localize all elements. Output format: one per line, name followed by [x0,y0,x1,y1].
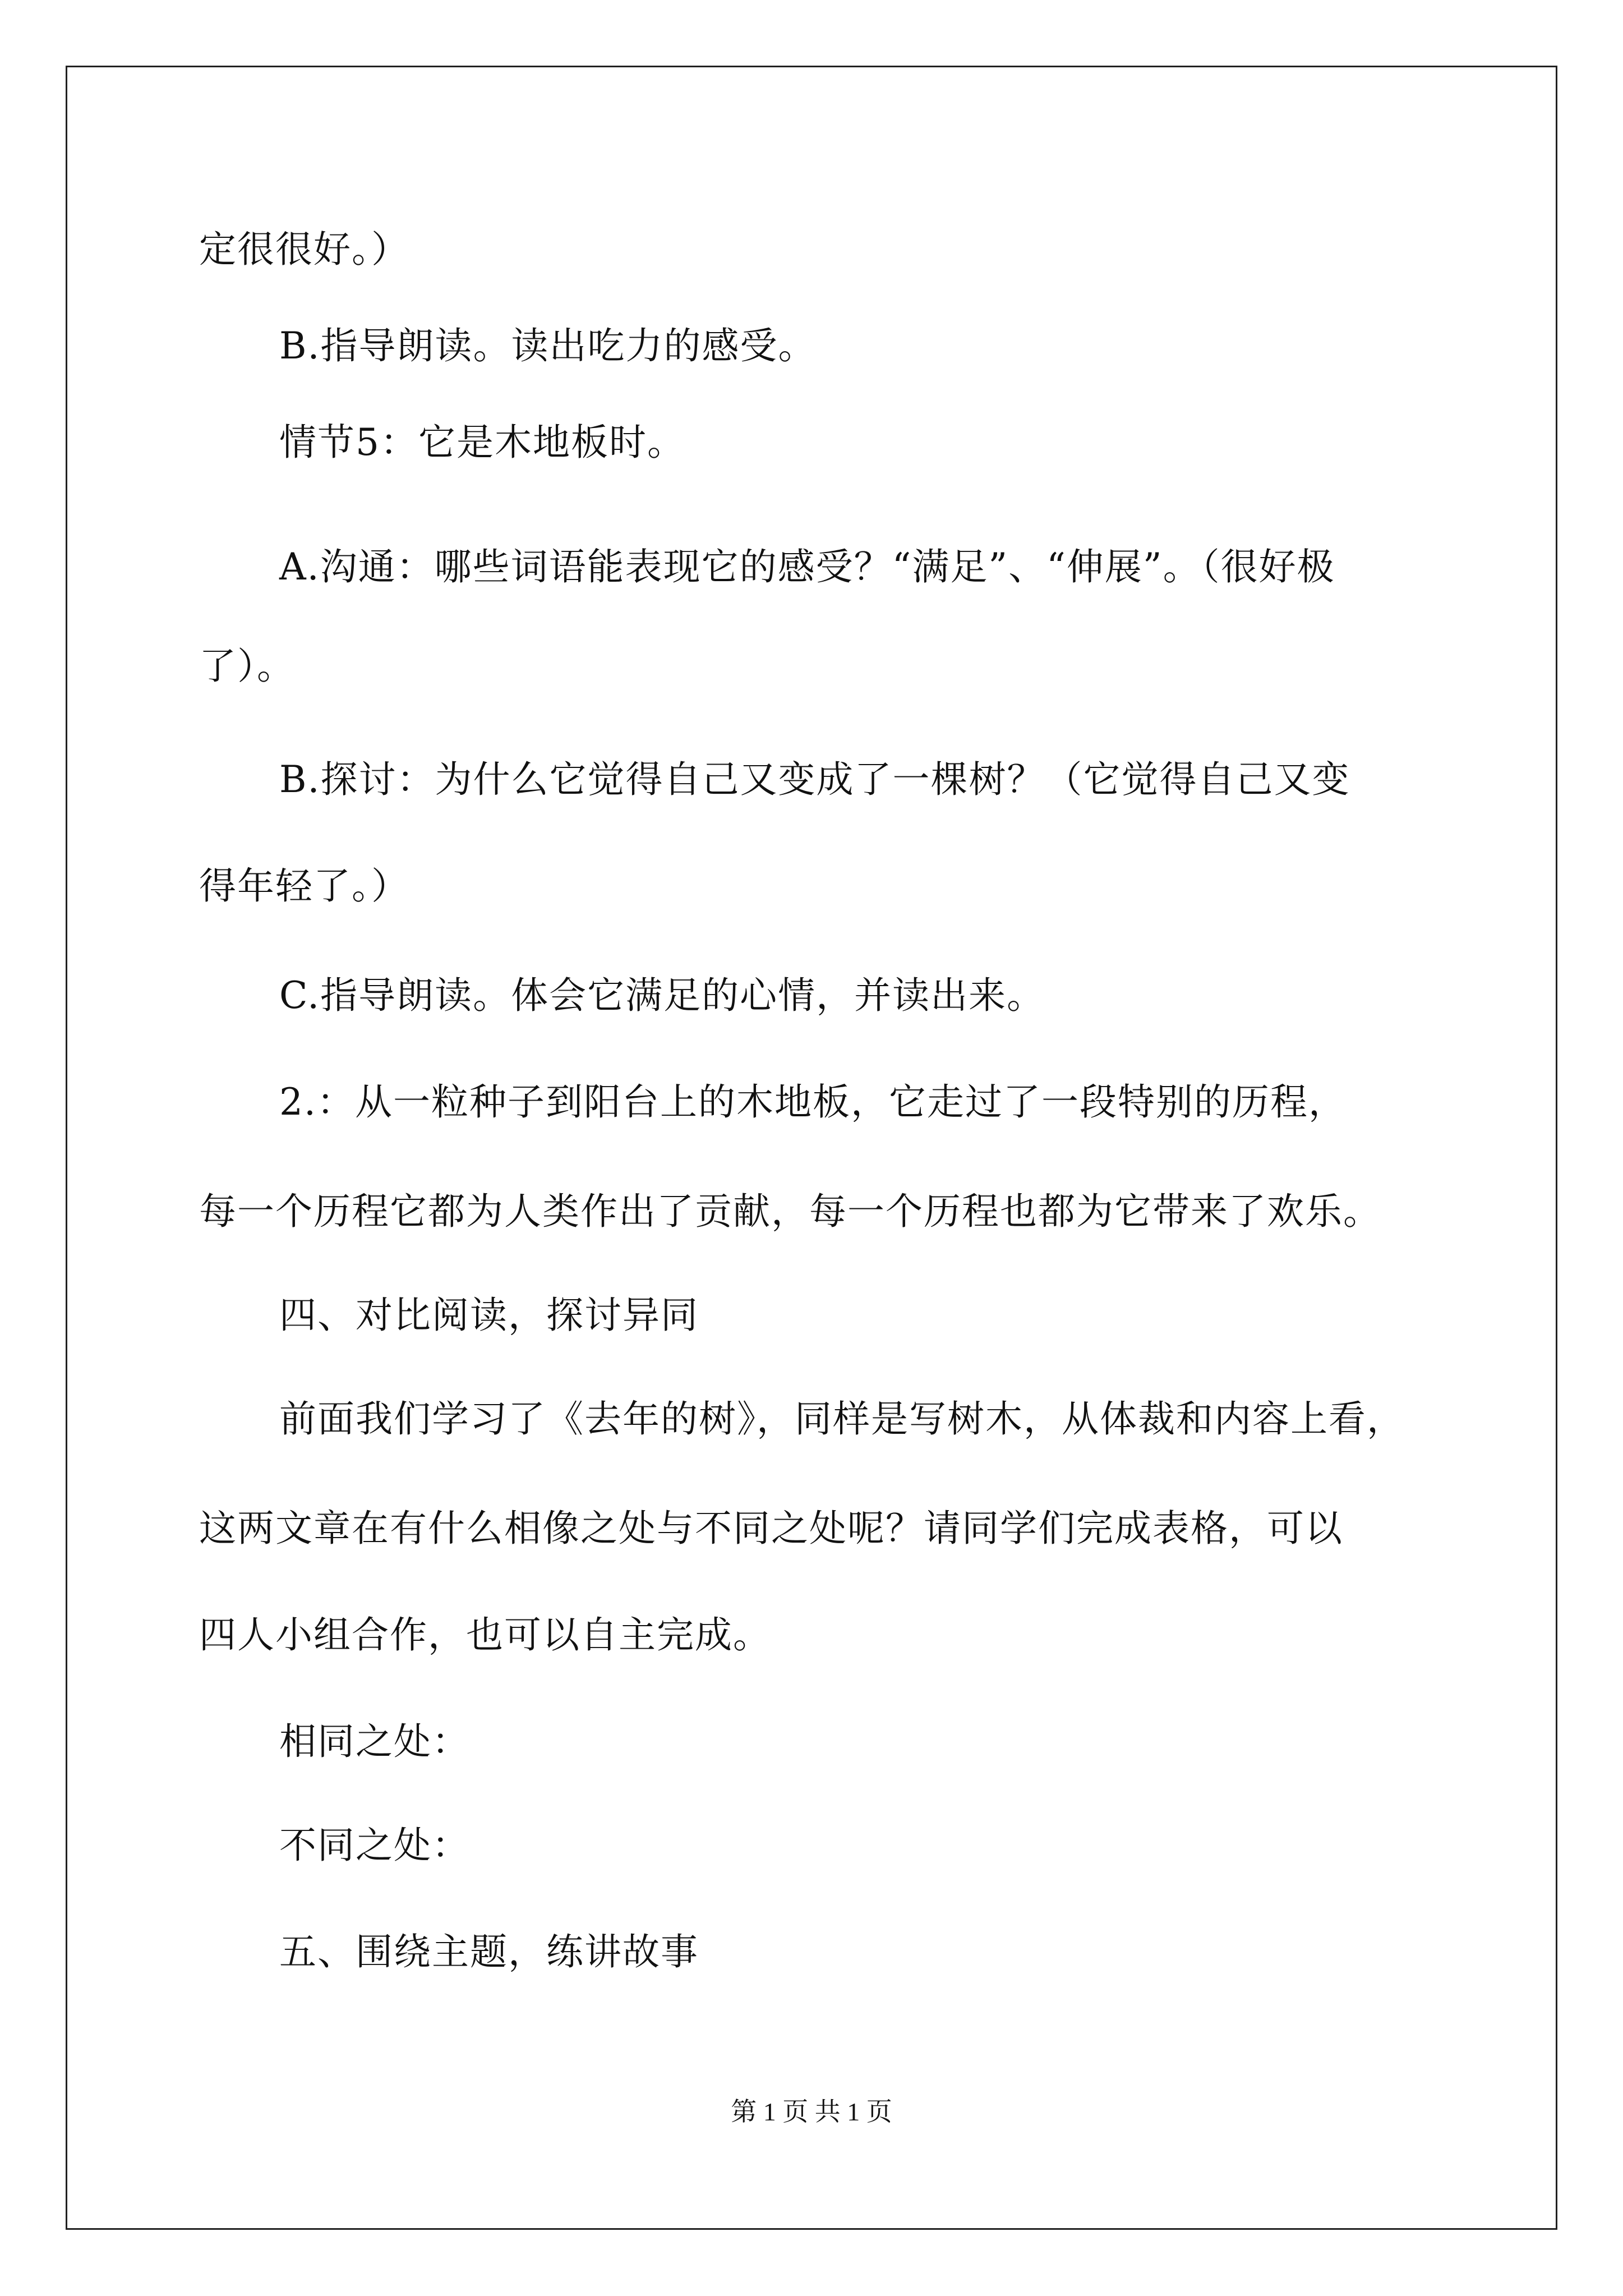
text-line: 每一个历程它都为人类作出了贡献，每一个历程也都为它带来了欢乐。 [199,1190,1381,1233]
text-line: 定很很好。） [199,228,409,271]
text-line: 情节5：它是木地板时。 [279,421,685,464]
text-line: 了）。 [199,645,295,688]
text-line: 2.：从一粒种子到阳台上的木地板，它走过了一段特别的历程， [279,1080,1347,1124]
text-line: 得年轻了。） [199,864,409,908]
text-line: 不同之处： [279,1824,470,1867]
text-line: A.沟通：哪些词语能表现它的感受？“满足”、“伸展”。（很好极 [279,545,1335,588]
page-footer: 第 1 页 共 1 页 [731,2097,892,2126]
text-line: B.探讨：为什么它觉得自己又变成了一棵树？（它觉得自己又变 [279,758,1350,801]
section-heading: 五、围绕主题，练讲故事 [279,1930,699,1973]
text-line: B.指导朗读。读出吃力的感受。 [279,324,817,367]
text-line: 相同之处： [279,1720,470,1763]
page-border [66,66,1557,2230]
section-heading: 四、对比阅读，探讨异同 [279,1294,699,1337]
text-line: 前面我们学习了《去年的树》，同样是写树木，从体裁和内容上看， [279,1397,1405,1441]
text-line: 这两文章在有什么相像之处与不同之处呢？请同学们完成表格，可以 [199,1507,1343,1550]
text-line: 四人小组合作，也可以自主完成。 [199,1613,771,1657]
text-line: C.指导朗读。体会它满足的心情，并读出来。 [279,974,1045,1017]
